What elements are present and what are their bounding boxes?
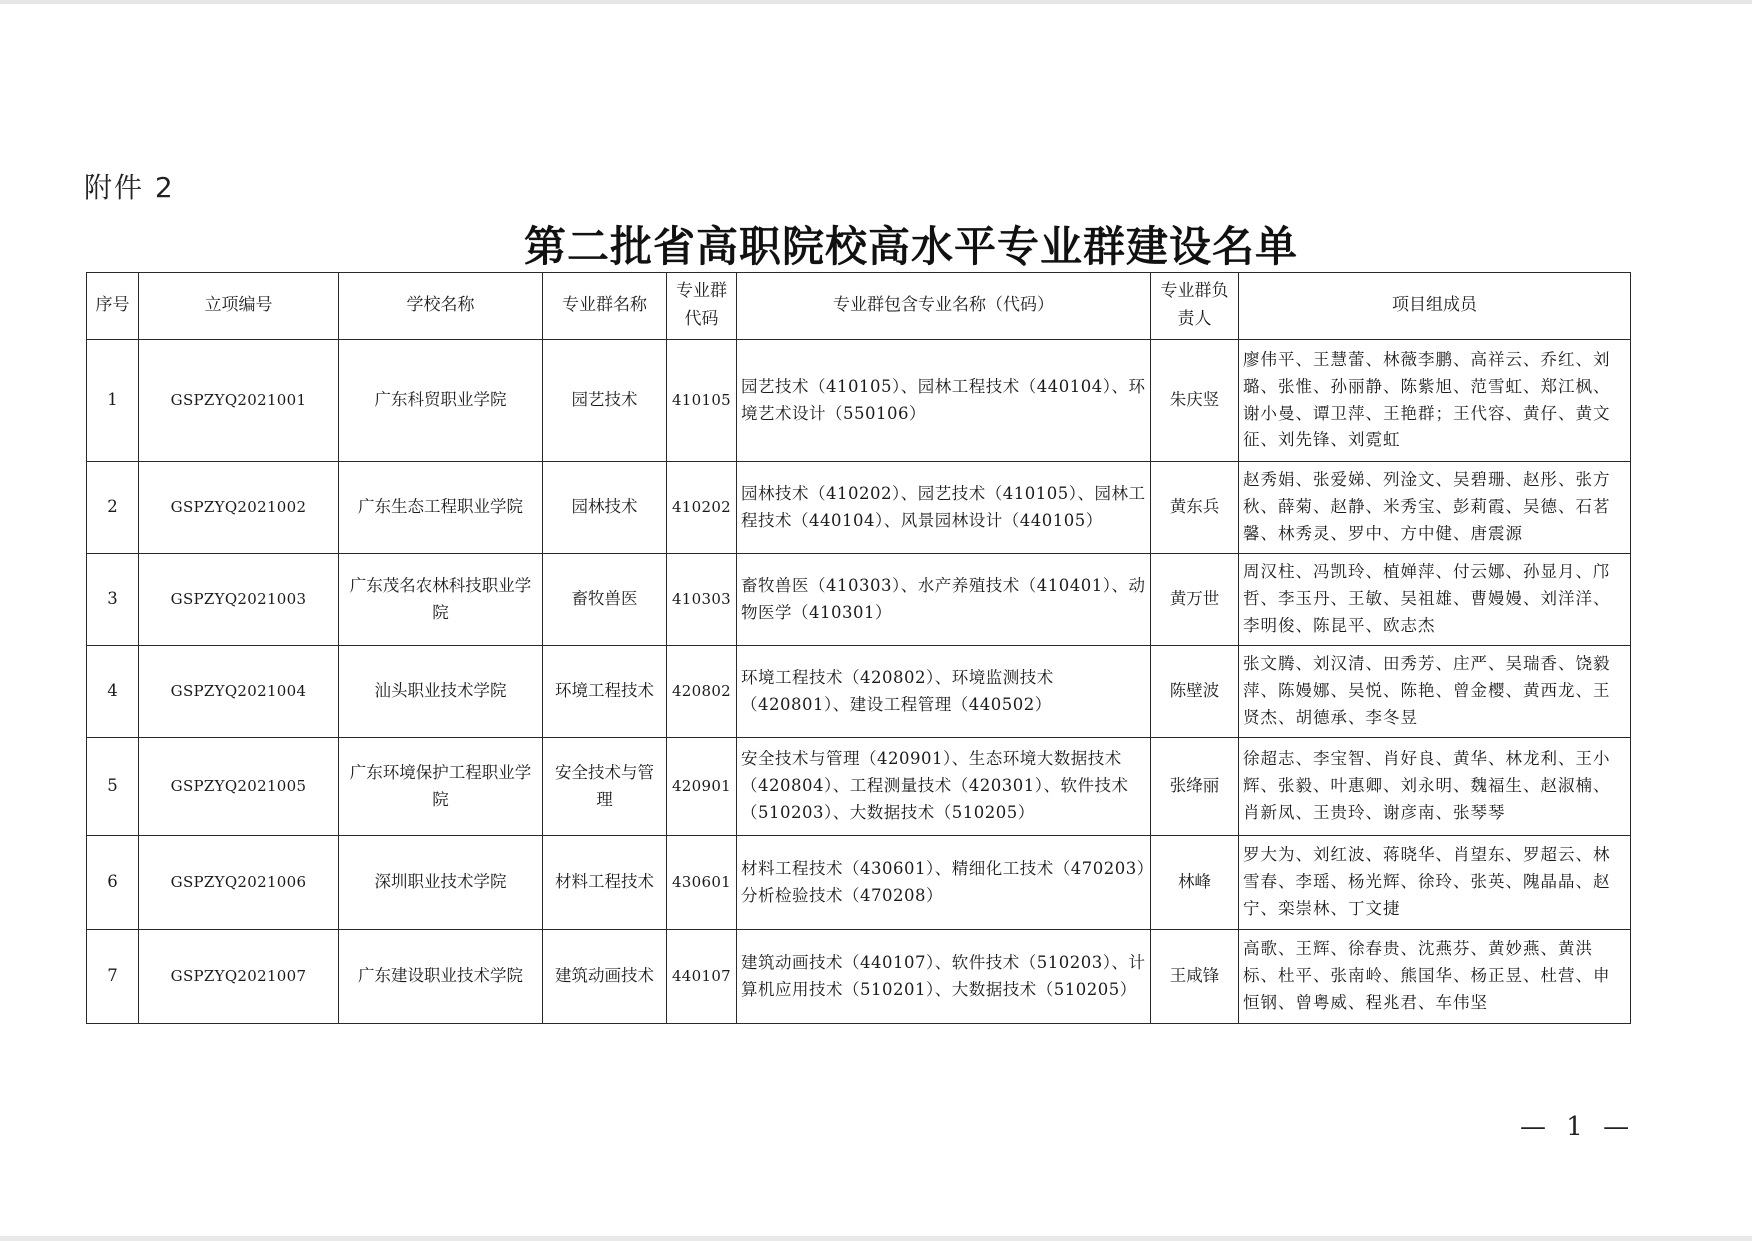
cell-group-name: 安全技术与管理 xyxy=(543,738,667,836)
cell-seq: 5 xyxy=(87,738,139,836)
cell-group-code: 410105 xyxy=(667,340,737,462)
cell-majors: 环境工程技术（420802）、环境监测技术（420801）、建设工程管理（440502） xyxy=(737,646,1151,738)
cell-school: 广东环境保护工程职业学院 xyxy=(339,738,543,836)
cell-members: 徐超志、李宝智、肖好良、黄华、林龙利、王小辉、张毅、叶惠卿、刘永明、魏福生、赵淑楠、肖新凤、王贵玲、谢彦南、张琴琴 xyxy=(1239,738,1631,836)
cell-members: 罗大为、刘红波、蒋晓华、肖望东、罗超云、林雪春、李瑶、杨光辉、徐玲、张英、隗晶晶、赵宁、栾崇林、丁文捷 xyxy=(1239,836,1631,930)
cell-leader: 张绛丽 xyxy=(1151,738,1239,836)
cell-group-name: 材料工程技术 xyxy=(543,836,667,930)
cell-group-name: 畜牧兽医 xyxy=(543,554,667,646)
cell-school: 广东茂名农林科技职业学院 xyxy=(339,554,543,646)
cell-seq: 4 xyxy=(87,646,139,738)
table-row xyxy=(87,738,1631,836)
cell-project-id: GSPZYQ2021006 xyxy=(139,836,339,930)
cell-majors: 建筑动画技术（440107）、软件技术（510203）、计算机应用技术（510201）、大数据技术（510205） xyxy=(737,930,1151,1024)
header-seq: 序号 xyxy=(87,273,139,340)
cell-seq: 2 xyxy=(87,462,139,554)
table-row xyxy=(87,554,1631,646)
cell-school: 汕头职业技术学院 xyxy=(339,646,543,738)
table-row xyxy=(87,340,1631,462)
cell-school: 广东生态工程职业学院 xyxy=(339,462,543,554)
cell-project-id: GSPZYQ2021005 xyxy=(139,738,339,836)
header-majors: 专业群包含专业名称（代码） xyxy=(737,273,1151,340)
document-title: 第二批省高职院校高水平专业群建设名单 xyxy=(523,222,1298,271)
cell-group-name: 园艺技术 xyxy=(543,340,667,462)
header-school: 学校名称 xyxy=(339,273,543,340)
cell-school: 广东科贸职业学院 xyxy=(339,340,543,462)
cell-project-id: GSPZYQ2021007 xyxy=(139,930,339,1024)
cell-members: 高歌、王辉、徐春贵、沈燕芬、黄妙燕、黄洪标、杜平、张南岭、熊国华、杨正昱、杜营、申恒钢、曾粤威、程兆君、车伟坚 xyxy=(1239,930,1631,1024)
header-group-code: 专业群代码 xyxy=(667,273,737,340)
cell-leader: 朱庆竖 xyxy=(1151,340,1239,462)
attachment-label: 附件 2 xyxy=(84,171,175,204)
cell-school: 深圳职业技术学院 xyxy=(339,836,543,930)
cell-group-name: 建筑动画技术 xyxy=(543,930,667,1024)
cell-members: 廖伟平、王慧蕾、林薇李鹏、高祥云、乔红、刘璐、张惟、孙丽静、陈紫旭、范雪虹、郑江枫、谢小曼、谭卫萍、王艳群；王代容、黄仔、黄文征、刘先锋、刘霓虹 xyxy=(1239,340,1631,462)
cell-group-code: 410303 xyxy=(667,554,737,646)
cell-majors: 园林技术（410202）、园艺技术（410105）、园林工程技术（440104）、风景园林设计（440105） xyxy=(737,462,1151,554)
cell-majors: 安全技术与管理（420901）、生态环境大数据技术（420804）、工程测量技术（420301）、软件技术（510203）、大数据技术（510205） xyxy=(737,738,1151,836)
scan-edge-bottom xyxy=(0,1236,1752,1241)
table-header-row xyxy=(87,273,1631,340)
cell-majors: 畜牧兽医（410303）、水产养殖技术（410401）、动物医学（410301） xyxy=(737,554,1151,646)
header-project-id: 立项编号 xyxy=(139,273,339,340)
cell-group-code: 420901 xyxy=(667,738,737,836)
cell-group-name: 环境工程技术 xyxy=(543,646,667,738)
cell-majors: 园艺技术（410105）、园林工程技术（440104）、环境艺术设计（550106） xyxy=(737,340,1151,462)
table-row xyxy=(87,646,1631,738)
header-leader: 专业群负责人 xyxy=(1151,273,1239,340)
header-members: 项目组成员 xyxy=(1239,273,1631,340)
cell-seq: 6 xyxy=(87,836,139,930)
cell-project-id: GSPZYQ2021003 xyxy=(139,554,339,646)
header-group-name: 专业群名称 xyxy=(543,273,667,340)
cell-seq: 3 xyxy=(87,554,139,646)
cell-group-name: 园林技术 xyxy=(543,462,667,554)
cell-leader: 王咸锋 xyxy=(1151,930,1239,1024)
table-row xyxy=(87,836,1631,930)
cell-members: 张文腾、刘汉清、田秀芳、庄严、吴瑞香、饶毅萍、陈嫚娜、吴悦、陈艳、曾金樱、黄西龙、王贤杰、胡德承、李冬昱 xyxy=(1239,646,1631,738)
page-number: — 1 — xyxy=(1520,1112,1636,1142)
cell-leader: 林峰 xyxy=(1151,836,1239,930)
cell-project-id: GSPZYQ2021004 xyxy=(139,646,339,738)
cell-project-id: GSPZYQ2021001 xyxy=(139,340,339,462)
cell-group-code: 440107 xyxy=(667,930,737,1024)
cell-leader: 黄东兵 xyxy=(1151,462,1239,554)
scan-edge-top xyxy=(0,0,1752,4)
cell-leader: 陈壁波 xyxy=(1151,646,1239,738)
roster-table xyxy=(86,272,1631,1024)
cell-seq: 7 xyxy=(87,930,139,1024)
cell-leader: 黄万世 xyxy=(1151,554,1239,646)
cell-members: 周汉柱、冯凯玲、植婵萍、付云娜、孙显月、邝哲、李玉丹、王敏、吴祖雄、曹嫚嫚、刘洋洋、李明俊、陈昆平、欧志杰 xyxy=(1239,554,1631,646)
cell-group-code: 420802 xyxy=(667,646,737,738)
table-row xyxy=(87,462,1631,554)
cell-school: 广东建设职业技术学院 xyxy=(339,930,543,1024)
cell-seq: 1 xyxy=(87,340,139,462)
cell-group-code: 430601 xyxy=(667,836,737,930)
cell-members: 赵秀娟、张爱娣、列淦文、吴碧珊、赵彤、张方秋、薛菊、赵静、米秀宝、彭莉霞、吴德、石茗馨、林秀灵、罗中、方中健、唐震源 xyxy=(1239,462,1631,554)
cell-group-code: 410202 xyxy=(667,462,737,554)
cell-project-id: GSPZYQ2021002 xyxy=(139,462,339,554)
cell-majors: 材料工程技术（430601）、精细化工技术（470203）分析检验技术（470208） xyxy=(737,836,1151,930)
table-row xyxy=(87,930,1631,1024)
